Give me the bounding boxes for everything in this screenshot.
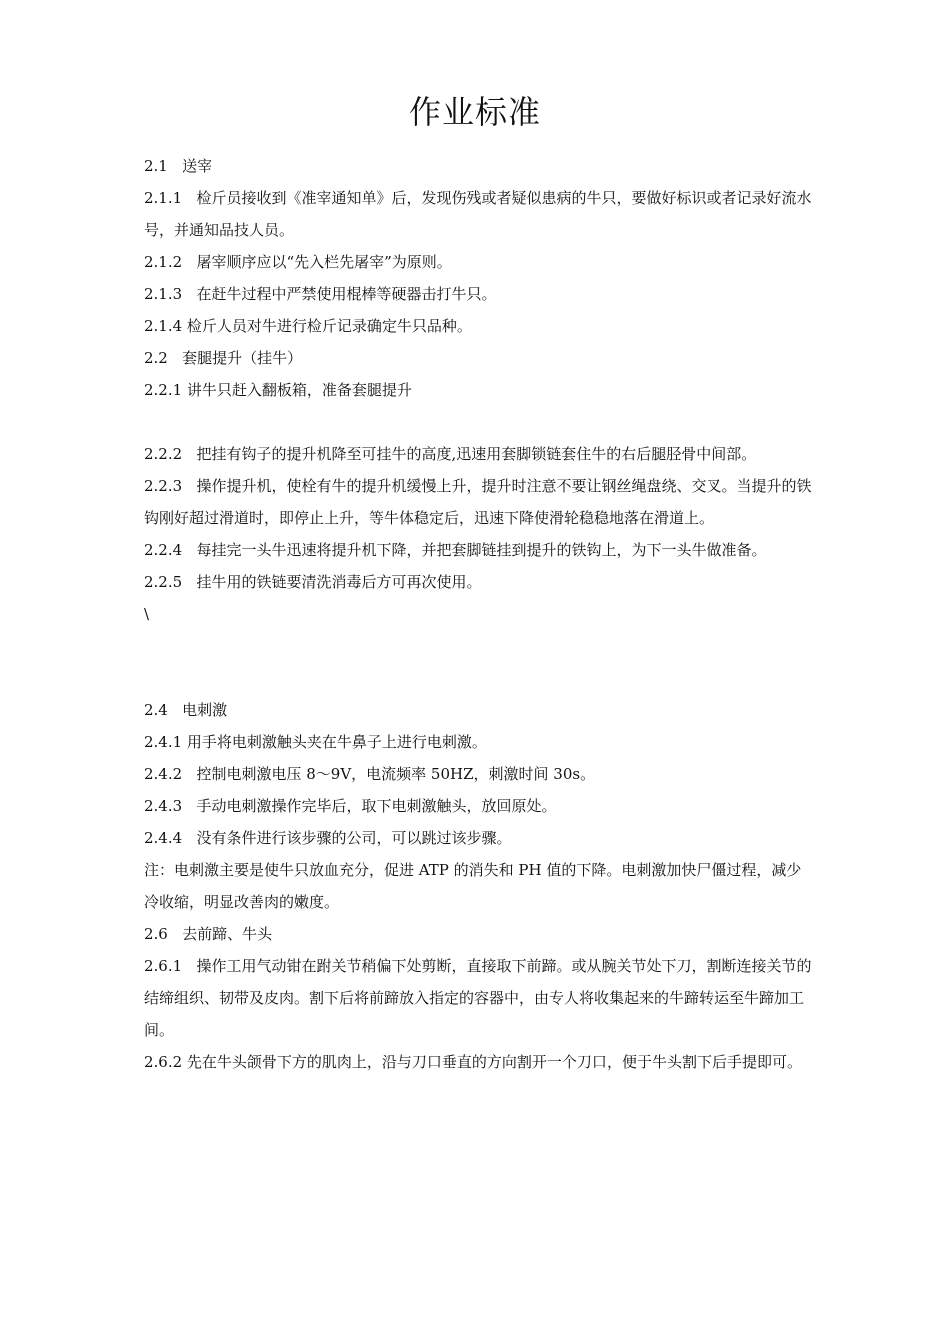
paragraph-2-1-2: 2.1.2 屠宰顺序应以“先入栏先屠宰”为原则。 — [144, 253, 452, 271]
note-paragraph: 注：电刺激主要是使牛只放血充分，促进 ATP 的消失和 PH 值的下降。电刺激加快尸僵过程，减少冷收缩，明显改善肉的嫩度。 — [144, 861, 802, 911]
paragraph-2-6-2: 2.6.2 先在牛头颌骨下方的肌肉上，沿与刀口垂直的方向割开一个刀口，便于牛头割下后手提即可。 — [144, 1053, 802, 1071]
stray-backslash: \ — [144, 605, 150, 623]
paragraph-2-2-5: 2.2.5 挂牛用的铁链要清洗消毒后方可再次使用。 — [144, 573, 482, 591]
paragraph-2-2-1: 2.2.1 讲牛只赶入翻板箱，准备套腿提升 — [144, 381, 412, 399]
paragraph-2-4-2: 2.4.2 控制电刺激电压 8～9V，电流频率 50HZ，刺激时间 30s。 — [144, 765, 596, 783]
section-2-6-heading: 2.6 去前蹄、牛头 — [144, 925, 273, 943]
section-2-1-heading: 2.1 送宰 — [144, 157, 213, 175]
section-2-2-heading: 2.2 套腿提升（挂牛） — [144, 349, 303, 367]
blank-line — [144, 406, 812, 438]
paragraph-2-2-3: 2.2.3 操作提升机，使栓有牛的提升机缓慢上升，提升时注意不要让钢丝绳盘绕、交叉。当提升的铁钩刚好超过滑道时，即停止上升，等牛体稳定后，迅速下降使滑轮稳稳地落在滑道上。 — [144, 477, 812, 527]
paragraph-2-1-3: 2.1.3 在赶牛过程中严禁使用棍棒等硬器击打牛只。 — [144, 285, 497, 303]
paragraph-2-1-1: 2.1.1 检斤员接收到《准宰通知单》后，发现伤残或者疑似患病的牛只，要做好标识或者记录好流水号，并通知品技人员。 — [144, 189, 812, 239]
paragraph-2-6-1: 2.6.1 操作工用气动钳在跗关节稍偏下处剪断，直接取下前蹄。或从腕关节处下刀，割断连接关节的结缔组织、韧带及皮肉。割下后将前蹄放入指定的容器中，由专人将收集起来的牛蹄转运至牛蹄加工间。 — [144, 957, 812, 1039]
paragraph-2-2-4: 2.2.4 每挂完一头牛迅速将提升机下降，并把套脚链挂到提升的铁钩上，为下一头牛做准备。 — [144, 541, 767, 559]
section-2-4-heading: 2.4 电刺激 — [144, 701, 228, 719]
paragraph-2-4-1: 2.4.1 用手将电刺激触头夹在牛鼻子上进行电刺激。 — [144, 733, 487, 751]
paragraph-2-2-2: 2.2.2 把挂有钩子的提升机降至可挂牛的高度,迅速用套脚锁链套住牛的右后腿胫骨中间部。 — [144, 445, 757, 463]
paragraph-2-4-3: 2.4.3 手动电刺激操作完毕后，取下电刺激触头，放回原处。 — [144, 797, 557, 815]
paragraph-2-4-4: 2.4.4 没有条件进行该步骤的公司，可以跳过该步骤。 — [144, 829, 512, 847]
paragraph-2-1-4: 2.1.4 检斤人员对牛进行检斤记录确定牛只品种。 — [144, 317, 472, 335]
blank-lines — [144, 630, 812, 694]
document-body — [144, 150, 812, 1078]
document-title: 作业标准 — [408, 93, 541, 131]
